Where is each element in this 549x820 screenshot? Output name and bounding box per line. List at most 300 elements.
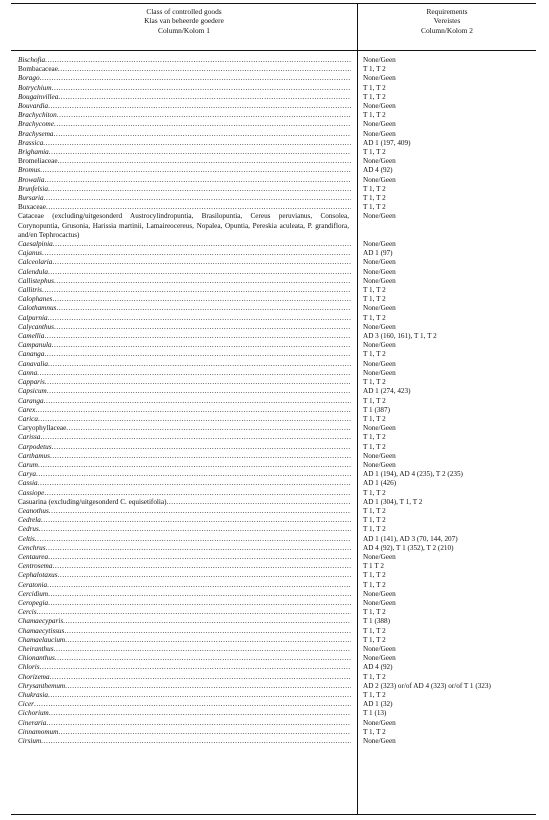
goods-class-name: Ceratonia [18,580,48,589]
dot-leader [45,56,351,65]
table-row [11,461,536,470]
dot-leader [39,525,351,534]
requirement-cell: AD 4 (92) [363,663,393,672]
table-row [11,74,536,83]
requirement-cell: None/Geen [363,589,396,598]
goods-class-name: Cephalotaxus [18,571,58,580]
goods-class-cell [11,663,351,672]
goods-class-name: Brachycome [18,120,54,129]
requirement-cell: T 1, T 2 [363,691,386,699]
requirement-cell: AD 3 (160, 161), T 1, T 2 [363,332,437,341]
table-row [11,185,536,194]
requirement-cell: None/Geen [363,102,396,111]
goods-class-cell [11,240,351,249]
dot-leader [58,571,351,580]
table-row [11,654,536,663]
dot-leader [34,700,351,709]
requirement-cell: T 1, T 2 [363,286,386,295]
dot-leader [58,93,351,102]
table-row [11,166,536,175]
goods-class-cell [11,102,351,111]
goods-class-name: Brassica [18,138,44,147]
requirement-cell: AD 1 (197, 409) [363,138,411,147]
requirement-cell: AD 1 (141), AD 3 (70, 144, 207) [363,534,458,543]
goods-class-name: Centaurea [18,552,49,561]
dot-leader [56,304,351,313]
requirement-cell: T 1, T 2 [363,148,386,157]
dot-leader [44,397,351,406]
requirement-cell: None/Geen [363,341,396,350]
goods-class-name: Centrosema [18,562,53,571]
requirement-cell: None/Geen [363,552,396,561]
goods-class-cell [11,406,351,415]
dot-leader [48,599,351,608]
table-row [11,360,536,369]
table-row [11,470,536,479]
table-row [11,663,536,672]
goods-class-name: Brunfelsia [18,184,48,193]
dot-leader [48,691,351,700]
table-row [11,571,536,580]
dot-leader [42,249,351,258]
column-1-header-line: Class of controlled goods [146,7,222,16]
requirement-cell: None/Geen [363,120,396,129]
goods-class-name: Buxaceae [18,203,46,212]
goods-class-cell [11,166,351,175]
table-row [11,516,536,525]
bottom-rule [11,814,536,815]
dot-leader [42,286,351,295]
table-row [11,157,536,166]
table-row [11,599,536,608]
goods-class-cell [11,286,351,295]
goods-class-cell [11,728,351,737]
requirement-cell: AD 1 (426) [363,479,397,488]
goods-class-cell [11,461,351,470]
goods-class-cell [11,479,351,488]
column-2-header-line: Vereistes [433,16,461,26]
table-row [11,130,536,139]
requirement-cell: AD 2 (323) or/of AD 4 (323) or/of T 1 (323) [363,681,491,690]
requirement-cell: T 1, T 2 [363,92,386,101]
dot-leader [58,728,351,737]
table-row [11,277,536,286]
column-1-header-line: Column/Kolom 1 [158,25,210,35]
dot-leader [46,203,351,212]
table-row [11,240,536,249]
requirement-cell: T 1, T 2 [363,414,386,423]
table-row [11,525,536,534]
table-row [11,194,536,203]
goods-class-cell [11,387,351,396]
requirement-cell: None/Geen [363,718,396,727]
goods-class-name: Cineraria [18,718,47,727]
dot-leader [52,84,351,93]
requirement-cell: None/Geen [363,304,396,313]
goods-class-name: Chrysanthemum [18,681,66,690]
dot-leader [53,240,351,249]
table-row [11,341,536,350]
goods-class-name: Cichorium [18,709,49,718]
goods-class-name: Bischofia [18,56,46,64]
table-row [11,443,536,452]
dot-leader [55,654,351,663]
header-rule [11,50,536,51]
table-row [11,249,536,258]
table-row [11,498,536,507]
requirement-cell: None/Geen [363,654,396,663]
goods-class-cell [11,304,351,313]
goods-class-name: Chorizema [18,672,50,681]
goods-class-name: Carthamus [18,451,50,460]
goods-class-cell [11,74,351,83]
dot-leader [35,535,351,544]
goods-class-name: Cinnamomum [18,727,59,736]
goods-class-name: Chamaelaucium [18,635,66,644]
goods-class-cell [11,212,351,240]
requirement-cell: None/Geen [363,129,396,138]
requirement-cell: None/Geen [363,212,396,221]
goods-class-cell [11,553,351,562]
goods-class-name: Cananga [18,350,45,359]
goods-class-cell [11,636,351,645]
goods-class-name: Bromus [18,166,41,175]
goods-class-cell [11,682,351,691]
goods-class-cell [11,295,351,304]
goods-class-name: Chamaecytissus [18,626,65,635]
table-row [11,102,536,111]
goods-class-cell [11,314,351,323]
requirement-cell: None/Geen [363,368,396,377]
dot-leader [63,617,351,626]
table-row [11,691,536,700]
requirement-cell: T 1, T 2 [363,626,386,635]
requirement-cell: T 1, T 2 [363,506,386,515]
table-row [11,489,536,498]
table-row [11,535,536,544]
dot-leader [65,636,351,645]
goods-class-name: Calceolaria [18,258,53,267]
table-row [11,617,536,626]
table-body [11,56,536,746]
table-row [11,120,536,129]
table-row [11,608,536,617]
goods-class-cell [11,571,351,580]
dot-leader [36,470,351,479]
goods-class-cell [11,277,351,286]
top-rule [11,3,536,4]
table-row [11,673,536,682]
dot-leader [49,709,351,718]
goods-class-cell [11,562,351,571]
requirement-cell: AD 1 (97) [363,249,393,258]
goods-class-name: Cedrus [18,525,39,534]
column-1-header [11,7,357,35]
requirement-cell: None/Geen [363,276,396,285]
requirement-cell: None/Geen [363,424,396,433]
table-row [11,709,536,718]
goods-class-cell [11,84,351,93]
dot-leader [167,498,351,507]
requirement-cell: T 1, T 2 [363,571,386,580]
table-row [11,304,536,313]
goods-class-cell [11,332,351,341]
requirement-cell: T 1, T 2 [363,672,386,681]
dot-leader [54,645,351,654]
dot-leader [38,415,351,424]
column-2-header [358,7,536,35]
dot-leader [43,139,351,148]
dot-leader [37,608,352,617]
table-row [11,719,536,728]
goods-class-name: Chukrasia [18,691,48,699]
requirement-cell: None/Geen [363,322,396,331]
dot-leader [49,507,351,516]
goods-class-name: Cenchrus [18,543,46,552]
requirement-cell: T 1, T 2 [363,295,386,304]
table-row [11,627,536,636]
goods-class-name: Calothamnus [18,304,57,313]
table-row [11,433,536,442]
requirement-cell: T 1, T 2 [363,194,386,203]
table-row [11,268,536,277]
dot-leader [35,406,351,415]
requirement-cell: AD 1 (274, 423) [363,387,411,396]
requirement-cell: T 1, T 2 [363,313,386,322]
table-row [11,452,536,461]
dot-leader [48,360,351,369]
goods-class-name: Capparis [18,378,45,387]
goods-class-cell [11,203,351,212]
dot-leader [49,148,351,157]
column-2-header-line: Requirements [426,7,468,16]
dot-leader [54,120,351,129]
goods-class-cell [11,627,351,636]
goods-class-name: Capsicum [18,387,47,396]
goods-class-cell [11,581,351,590]
requirement-cell: T 1, T 2 [363,488,386,497]
dot-leader [52,258,351,267]
table-row [11,424,536,433]
goods-class-name: Calycanthus [18,322,54,331]
requirement-cell: T 1 (387) [363,405,391,414]
dot-leader [38,461,351,470]
table-row [11,406,536,415]
column-2-header-line: Column/Kolom 2 [421,25,473,35]
requirement-cell: T 1, T 2 [363,442,386,451]
table-row [11,350,536,359]
goods-class-cell [11,673,351,682]
goods-class-cell [11,590,351,599]
table-row [11,332,536,341]
goods-class-cell [11,516,351,525]
dot-leader [52,341,351,350]
table-row [11,636,536,645]
table-row [11,148,536,157]
goods-class-name: Cirsium [18,737,42,746]
goods-class-name: Callitris [18,286,42,295]
requirement-cell: T 1, T 2 [363,65,386,74]
table-row [11,581,536,590]
goods-class-name: Carissa [18,433,41,442]
dot-leader [44,350,351,359]
table-row [11,93,536,102]
goods-class-cell [11,498,351,507]
goods-class-cell [11,507,351,516]
requirement-cell: T 1, T 2 [363,580,386,589]
table-row [11,553,536,562]
requirement-cell: T 1, T 2 [363,396,386,405]
goods-class-name: Cataceae (excluding/uitgesonderd Austrocylindropuntia, Brasilopuntia, Cereus peruvianus, Consolea, Corynopuntia, Grusonia, Harissia martinii, Lamaireocereus, Nopalea, Opuntia, Pereskia aculeata, P. grandiflora, and/en Tephrocactus) [18,212,349,239]
goods-class-name: Campanula [18,341,52,350]
goods-class-name: Caesalpinia [18,240,53,249]
goods-class-name: Cajanus [18,249,42,258]
dot-leader [54,277,351,286]
table-row [11,176,536,185]
goods-class-name: Carex [18,405,36,414]
goods-class-name: Brachychiton [18,111,57,120]
goods-class-name: Canna [18,368,38,377]
requirement-cell: T 1, T 2 [363,635,386,644]
goods-class-name: Browalia [18,175,45,184]
dot-leader [47,581,351,590]
goods-class-cell [11,709,351,718]
dot-leader [48,314,351,323]
dot-leader [48,590,351,599]
goods-class-name: Brachysema [18,129,54,138]
dot-leader [52,562,351,571]
requirement-cell: None/Geen [363,598,396,607]
dot-leader [41,737,351,746]
dot-leader [40,166,351,175]
goods-class-cell [11,378,351,387]
dot-leader [50,452,351,461]
goods-class-cell [11,323,351,332]
goods-class-cell [11,65,351,74]
requirement-cell: None/Geen [363,359,396,368]
goods-class-name: Carya [18,470,36,479]
goods-class-cell [11,176,351,185]
goods-class-cell [11,608,351,617]
dot-leader [64,627,351,636]
table-row [11,415,536,424]
goods-class-cell [11,599,351,608]
table-row [11,258,536,267]
goods-class-cell [11,443,351,452]
goods-class-name: Chamaecyparis [18,617,64,626]
goods-class-cell [11,645,351,654]
goods-class-name: Cicer [18,700,34,709]
goods-class-cell [11,544,351,553]
requirement-cell: AD 1 (194), AD 4 (235), T 2 (235) [363,470,463,479]
requirement-cell: T 1 T 2 [363,562,384,571]
dot-leader [44,194,351,203]
requirement-cell: T 1, T 2 [363,111,386,120]
goods-class-cell [11,120,351,129]
goods-class-name: Ceropegia [18,598,49,607]
requirement-cell: T 1, T 2 [363,525,386,534]
goods-class-cell [11,397,351,406]
dot-leader [45,378,351,387]
dot-leader [40,433,351,442]
dot-leader [52,295,351,304]
goods-class-name: Botrychium [18,83,52,92]
goods-class-name: Cassia [18,479,38,488]
dot-leader [48,268,351,277]
goods-class-name: Cedrela [18,516,41,525]
table-row [11,323,536,332]
dot-leader [58,65,351,74]
requirement-cell: T 1, T 2 [363,378,386,387]
goods-class-name: Camellia [18,332,45,341]
dot-leader [58,157,351,166]
goods-class-name: Bombacaceae [18,65,58,74]
goods-class-cell [11,525,351,534]
requirement-cell: None/Geen [363,258,396,267]
goods-class-cell [11,268,351,277]
table-row [11,507,536,516]
table-row [11,544,536,553]
dot-leader [52,443,351,452]
goods-class-name: Bouvardia [18,102,49,111]
goods-class-name: Cercis [18,608,37,617]
goods-class-cell [11,415,351,424]
requirement-cell: T 1, T 2 [363,184,386,193]
goods-class-name: Bromeliaceae [18,157,58,166]
goods-class-cell [11,489,351,498]
dot-leader [48,553,351,562]
requirement-cell: AD 4 (92), T 1 (352), T 2 (210) [363,543,454,552]
dot-leader [46,544,351,553]
goods-class-cell [11,111,351,120]
goods-class-cell [11,139,351,148]
dot-leader [41,516,351,525]
goods-class-name: Carum [18,460,38,469]
requirement-cell: T 1, T 2 [363,350,386,359]
dot-leader [50,673,351,682]
dot-leader [66,424,351,433]
requirement-cell: None/Geen [363,175,396,184]
requirement-cell: None/Geen [363,644,396,653]
requirement-cell: None/Geen [363,74,396,83]
requirement-cell: T 1, T 2 [363,83,386,92]
goods-class-cell [11,470,351,479]
dot-leader [44,332,351,341]
goods-class-cell [11,452,351,461]
goods-class-cell [11,424,351,433]
requirement-cell: None/Geen [363,460,396,469]
goods-class-name: Calendula [18,267,48,276]
goods-class-cell [11,194,351,203]
requirement-cell: T 1, T 2 [363,608,386,617]
table-row [11,295,536,304]
goods-class-cell [11,617,351,626]
goods-class-name: Celtis [18,534,35,543]
table-row [11,314,536,323]
table-row [11,387,536,396]
table-row [11,645,536,654]
goods-class-cell [11,719,351,728]
table-row [11,737,536,746]
goods-class-cell [11,654,351,663]
dot-leader [37,369,351,378]
goods-class-name: Carica [18,414,38,423]
table-row [11,700,536,709]
table-row [11,397,536,406]
dot-leader [40,663,351,672]
dot-leader [44,489,351,498]
dot-leader [46,719,351,728]
